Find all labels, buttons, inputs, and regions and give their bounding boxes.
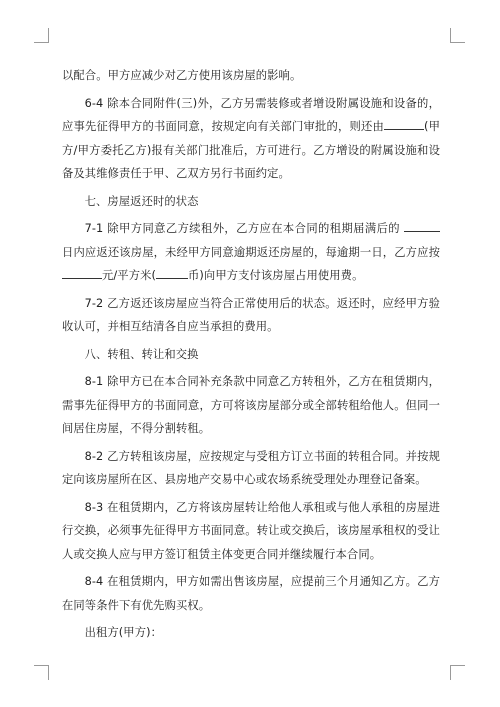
signature-lessor-label: 出租方(甲方)：	[84, 626, 162, 639]
clause-text: 日内应返还该房屋，未经甲方同意逾期返还房屋的，每逾期一日，乙方应按	[62, 245, 440, 259]
crop-mark-bottom-left	[34, 665, 49, 680]
clause-7-2: 7-2 乙方返还该房屋应当符合正常使用后的状态。返还时，应经甲方验收认可，并相互结清各自应当承担的费用。	[62, 296, 440, 333]
paragraph: 以配合。甲方应减少对乙方使用该房屋的影响。	[62, 69, 302, 82]
section-heading-7: 七、房屋返还时的状态	[84, 194, 199, 208]
crop-mark-top-left	[34, 28, 49, 43]
clause-8-2: 8-2 乙方转租该房屋，应按规定与受租方订立书面的转租合同。并按规定向该房屋所在区、县房地产交易中心或农场系统受理处办理登记备案。	[62, 449, 440, 486]
clause-text: 6-4 除本合同附件(三)外，乙方另需装修或者增设附属设施和设备的，应事先征得甲方的书面同意，按规定向有关部门审批的，则还由	[62, 96, 440, 133]
clause-6-4	[62, 92, 440, 186]
clause-text: 元/平方米(	[102, 269, 157, 282]
section-heading-8: 八、转租、转让和交换	[84, 347, 199, 361]
crop-mark-top-right	[450, 28, 465, 43]
clause-text: 7-1 除甲方同意乙方续租外，乙方应在本合同的租期届满后的	[84, 222, 404, 235]
clause-text: (甲方/甲方委托乙方)报有关部门批准后，方可进行。乙方增设的附属设施和设备及其维修责任于甲、乙双方另行书面约定。	[62, 120, 440, 180]
clause-7-1	[62, 217, 440, 288]
fill-in-blank[interactable]	[156, 266, 188, 279]
fill-in-blank[interactable]	[384, 117, 424, 130]
clause-8-1: 8-1 除甲方已在本合同补充条款中同意乙方转租外，乙方在租赁期内，需事先征得甲方的书面同意，方可将该房屋部分或全部转租给他人。但同一间居住房屋，不得分割转租。	[62, 375, 440, 435]
clause-8-3: 8-3 在租赁期内，乙方将该房屋转让给他人承租或与他人承租的房屋进行交换，必须事先征得甲方书面同意。转让或交换后，该房屋承租权的受让人或交换人应与甲方签订租赁主体变更合同并继续履行本合同。	[62, 500, 440, 561]
clause-8-4: 8-4 在租赁期内，甲方如需出售该房屋，应提前三个月通知乙方。乙方在同等条件下有优先购买权。	[62, 575, 440, 612]
fill-in-blank[interactable]	[404, 219, 440, 232]
clause-text: 币)向甲方支付该房屋占用使用费。	[188, 269, 364, 282]
crop-mark-bottom-right	[450, 665, 465, 680]
fill-in-blank[interactable]	[62, 266, 102, 279]
document-page	[62, 64, 440, 649]
